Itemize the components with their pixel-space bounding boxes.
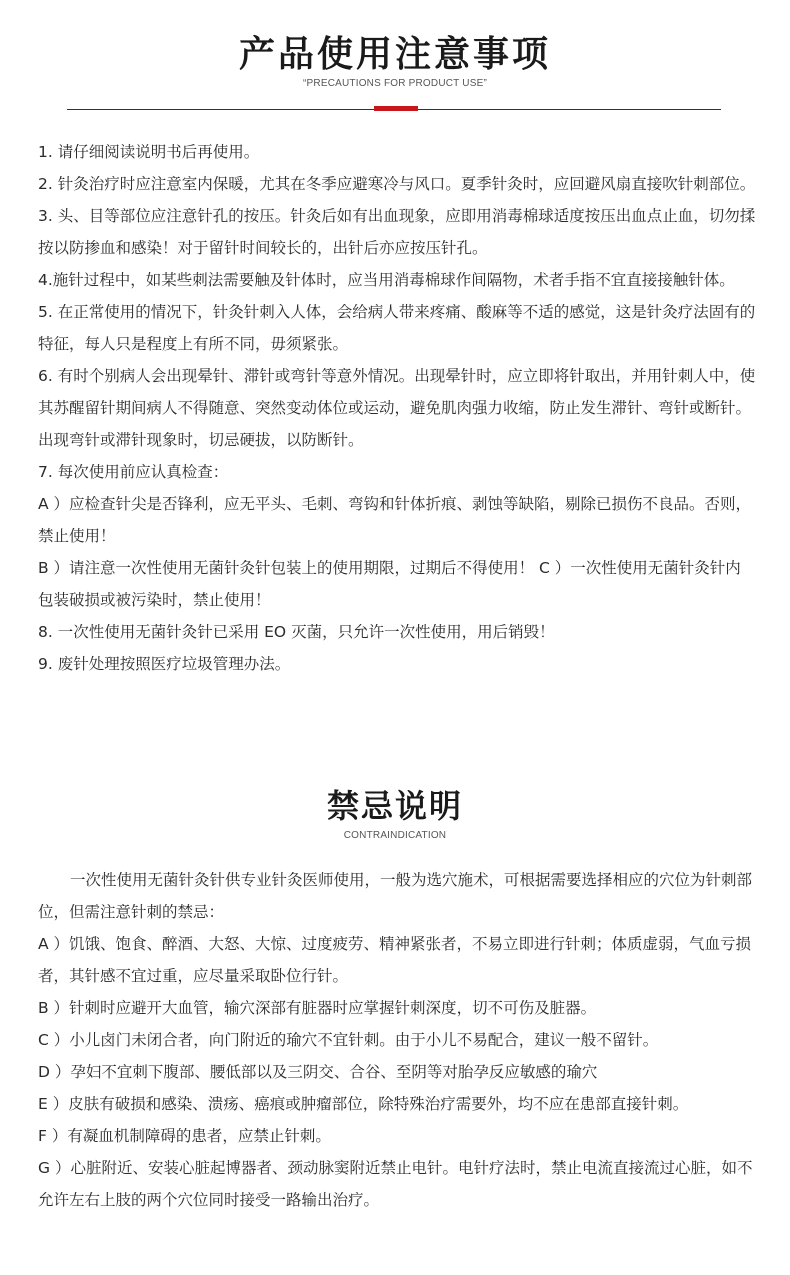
precautions-header bbox=[0, 32, 790, 89]
precaution-item: 9. 废针处理按照医疗垃圾管理办法。 bbox=[38, 655, 291, 673]
contraindication-title: 禁忌说明 bbox=[326, 787, 463, 825]
contraindication-header bbox=[0, 786, 790, 841]
contraindication-list bbox=[38, 928, 756, 1216]
precaution-item: 2. 针灸治疗时应注意室内保暖，尤其在冬季应避寒冷与风口。夏季针灸时，应回避风扇直接吹针刺部位。 bbox=[38, 175, 756, 193]
contraindication-item: C ）小儿卤门未闭合者，向门附近的瑜穴不宜针刺。由于小儿不易配合，建议一般不留针。 bbox=[38, 1031, 659, 1049]
header-divider-accent bbox=[374, 106, 418, 111]
precautions-subtitle: “PRECAUTIONS FOR PRODUCT USE” bbox=[303, 78, 487, 89]
precaution-item: A ）应检查针尖是否锋利，应无平头、毛刺、弯钩和针体折痕、剥蚀等缺陷，剔除已损伤不良品。否则，禁止使用！ bbox=[38, 495, 752, 545]
contraindication-intro: 一次性使用无菌针灸针供专业针灸医师使用，一般为选穴施术，可根据需要选择相应的穴位为针刺部位，但需注意针刺的禁忌： bbox=[38, 871, 753, 921]
precaution-item: 6. 有时个别病人会出现晕针、滞针或弯针等意外情况。出现晕针时，应立即将针取出，并用针刺人中，使其苏醒留针期间病人不得随意、突然变动体位或运动，避免肌肉强力收缩，防止发生滞针、弯针或断针。出现弯针或滞针现象时，切忌硬拔，以防断针。 bbox=[38, 367, 756, 449]
precautions-list bbox=[38, 136, 756, 680]
contraindication-item: F ）有凝血机制障碍的患者，应禁止针刺。 bbox=[38, 1127, 331, 1145]
precaution-item: B ）请注意一次性使用无菌针灸针包装上的使用期限，过期后不得使用！ C ）一次性使用无菌针灸针内包装破损或被污染时，禁止使用！ bbox=[38, 559, 741, 609]
precautions-title: 产品使用注意事项 bbox=[238, 33, 551, 75]
contraindication-item: B ）针刺时应避开大血管，输穴深部有脏器时应掌握针刺深度，切不可伤及脏器。 bbox=[38, 999, 597, 1017]
contraindication-item: D ）孕妇不宜刺下腹部、腰低部以及三阴交、合谷、至阴等对胎孕反应敏感的瑜穴 bbox=[38, 1063, 598, 1081]
precaution-item: 7. 每次使用前应认真检查： bbox=[38, 463, 229, 481]
precaution-item: 4.施针过程中，如某些刺法需要触及针体时，应当用消毒棉球作间隔物，术者手指不宜直接接触针体。 bbox=[38, 271, 735, 289]
precaution-item: 3. 头、目等部位应注意针孔的按压。针灸后如有出血现象，应即用消毒棉球适度按压出血点止血，切勿揉按以防掺血和感染！对于留针时间较长的，出针后亦应按压针孔。 bbox=[38, 207, 756, 257]
contraindication-item: E ）皮肤有破损和感染、溃疡、癌痕或肿瘤部位，除特殊治疗需要外，均不应在患部直接针刺。 bbox=[38, 1095, 689, 1113]
contraindication-item: A ）饥饿、饱食、醉酒、大怒、大惊、过度疲劳、精神紧张者，不易立即进行针刺；体质虚弱，气血亏损者，其针感不宜过重，应尽量采取卧位行针。 bbox=[38, 935, 752, 985]
precaution-item: 5. 在正常使用的情况下，针灸针刺入人体，会给病人带来疼痛、酸麻等不适的感觉，这是针灸疗法固有的特征，每人只是程度上有所不同，毋须紧张。 bbox=[38, 303, 756, 353]
precaution-item: 1. 请仔细阅读说明书后再使用。 bbox=[38, 143, 260, 161]
contraindication-item: G ）心脏附近、安装心脏起博器者、颈动脉窦附近禁止电针。电针疗法时，禁止电流直接流过心脏，如不允许左右上肢的两个穴位同时接受一路输出治疗。 bbox=[38, 1159, 753, 1209]
contraindication-subtitle: CONTRAINDICATION bbox=[343, 830, 447, 841]
precaution-item: 8. 一次性使用无菌针灸针已采用 EO 灭菌，只允许一次性使用，用后销毁！ bbox=[38, 623, 555, 641]
